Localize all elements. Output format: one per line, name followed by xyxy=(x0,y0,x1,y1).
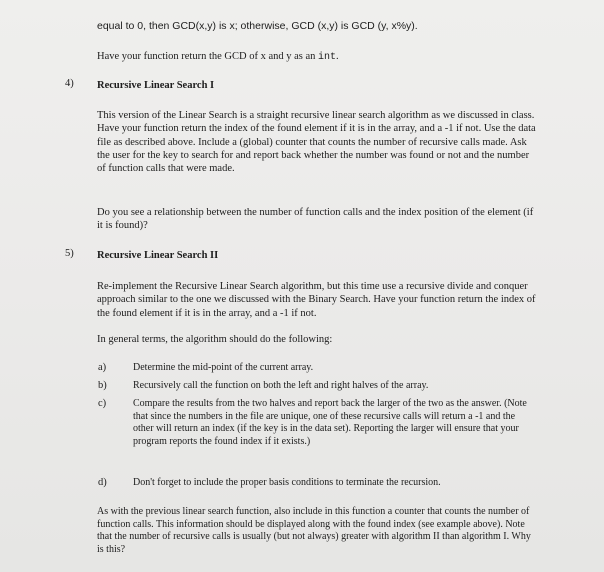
section-5-title: Recursive Linear Search II xyxy=(97,250,219,261)
section-5-paragraph-1: Re-implement the Recursive Linear Search algorithm, but this time use a recursive divide and conquer approach similar to the one we discussed with the Binary Search. Have your function return the index of the found element if it is in the array, and a -1 if not. xyxy=(97,281,536,319)
section-4-paragraph-1: This version of the Linear Search is a straight recursive linear search algorithm as we discussed in class. Have your function return the index of the found element if it is in the array, and a -1 if not. Use the data file as described above. Include a (global) counter that counts the number of recursive calls made. Ask the user for the key to search for and report back whether the number was found or not and the number of function calls that were made. xyxy=(97,110,536,175)
section-4-paragraph-2: Do you see a relationship between the number of function calls and the index position of the element (if it is found)? xyxy=(97,207,534,232)
section-5-number: 5) xyxy=(65,248,74,259)
list-item-d-text: Don't forget to include the proper basis conditions to terminate the recursion. xyxy=(133,477,441,488)
section-5-closing-paragraph: As with the previous linear search function, also include in this function a counter that counts the number of function calls. This information should be displayed along with the found index (see example above). Note that the number of recursive calls is usually (but not always) greater with algorithm II than algorithm I. Why is this? xyxy=(97,506,531,555)
gcd-return-period: . xyxy=(336,51,339,62)
list-item-c-text: Compare the results from the two halves and report back the larger of the two as the answer. (Note that since the numbers in the file are unique, one of these recursive calls will return a -1 and the other will return an index (if the key is in the data set). Reporting the larger will ensure that your program reports the found index if it exists.) xyxy=(133,398,527,447)
list-item-c-letter: c) xyxy=(98,398,107,409)
section-4-number: 4) xyxy=(65,78,74,89)
gcd-return-text: Have your function return the GCD of x and y as an xyxy=(97,51,319,62)
list-item-b-letter: b) xyxy=(98,380,107,391)
list-item-d-letter: d) xyxy=(98,477,107,488)
list-item-b-text: Recursively call the function on both the left and right halves of the array. xyxy=(133,380,429,391)
list-item-a-text: Determine the mid-point of the current array. xyxy=(133,362,314,373)
gcd-definition-line: equal to 0, then GCD(x,y) is x; otherwise, GCD (x,y) is GCD (y, x%y). xyxy=(97,20,418,32)
section-4-title: Recursive Linear Search I xyxy=(97,80,215,91)
list-item-a-letter: a) xyxy=(98,362,107,373)
gcd-return-line xyxy=(97,50,567,64)
int-keyword: int xyxy=(318,52,337,63)
algorithm-intro: In general terms, the algorithm should do the following: xyxy=(97,334,333,345)
